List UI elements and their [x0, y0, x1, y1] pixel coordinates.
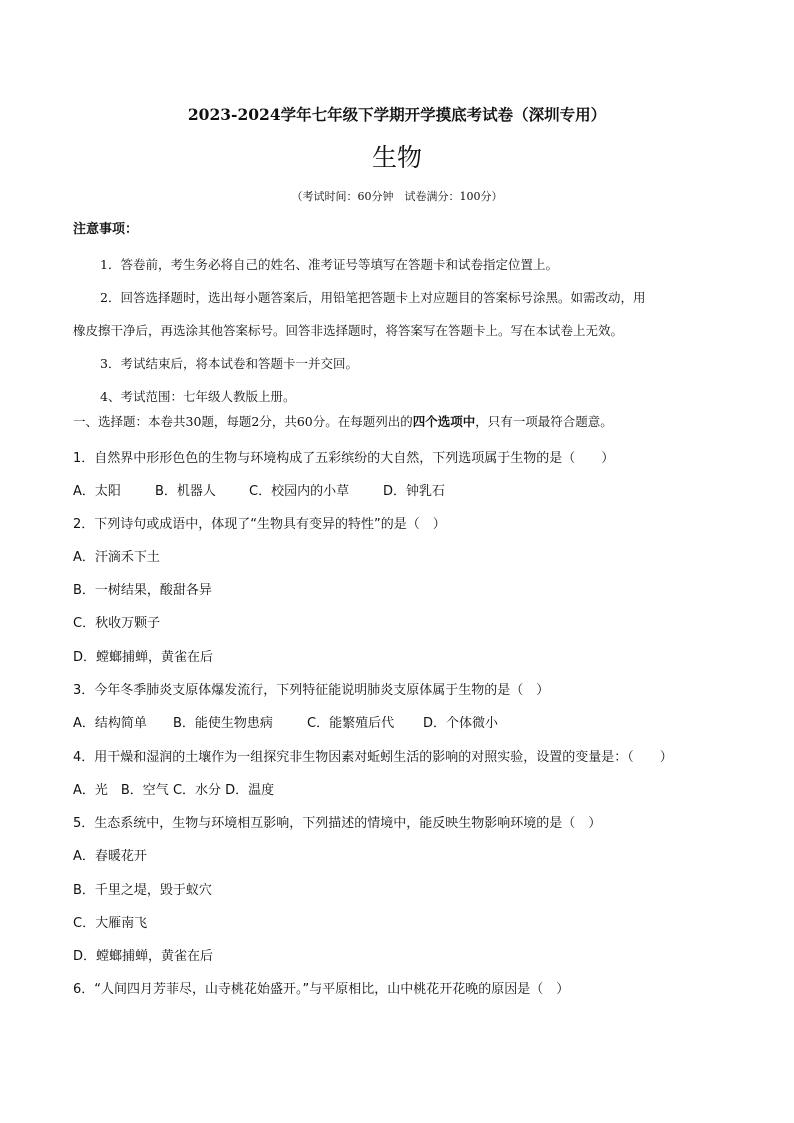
notice-item-2: 2．回答选择题时，选出每小题答案后，用铅笔把答题卡上对应题目的答案标号涂黑。如需改动，用	[100, 290, 646, 305]
question-2-option-d: D．螳螂捕蝉，黄雀在后	[73, 650, 214, 665]
section-heading: 一、选择题：本卷共30题，每题2分，共60分。在每题列出的四个选项中，只有一项最符合题意。	[73, 414, 613, 429]
notice-item-2-cont: 橡皮擦干净后，再选涂其他答案标号。回答非选择题时，将答案写在答题卡上。写在本试卷上无效。	[73, 323, 624, 338]
option-d: D．钟乳石	[383, 484, 446, 499]
option-d: D．个体微小	[423, 716, 499, 731]
question-2-option-a: A．汗滴禾下土	[73, 550, 160, 565]
question-3-stem: 3．今年冬季肺炎支原体爆发流行，下列特征能说明肺炎支原体属于生物的是（ ）	[73, 683, 550, 698]
question-2-option-c: C．秋收万颗子	[73, 616, 161, 631]
notice-item-3: 3．考试结束后，将本试卷和答题卡一并交回。	[100, 356, 358, 371]
exam-title: 2023-2024学年七年级下学期开学摸底考试卷（深圳专用）	[187, 105, 607, 124]
subject-heading: 生物	[371, 143, 422, 172]
question-5-option-d: D．螳螂捕蝉，黄雀在后	[73, 949, 214, 964]
question-1-stem: 1．自然界中形形色色的生物与环境构成了五彩缤纷的大自然，下列选项属于生物的是（ ）	[73, 451, 615, 466]
question-5-stem: 5．生态系统中，生物与环境相互影响，下列描述的情境中，能反映生物影响环境的是（ ）	[73, 816, 602, 831]
exam-meta: （考试时间：60分钟 试卷满分：100分）	[291, 190, 503, 203]
option-c: C．校园内的小草	[249, 484, 350, 499]
option-b: B．能使生物患病	[173, 716, 273, 731]
option-b: B．机器人	[155, 484, 216, 499]
option-c: C．能繁殖后代	[307, 716, 395, 731]
question-3-options	[73, 715, 498, 733]
question-2-option-b: B．一树结果，酸甜各异	[73, 583, 212, 598]
notice-heading: 注意事项：	[73, 222, 139, 237]
question-5-option-a: A．春暖花开	[73, 849, 147, 864]
notice-item-4: 4、考试范围：七年级人教版上册。	[100, 389, 296, 404]
option-a: A．太阳	[73, 484, 121, 499]
question-4-options: A．光 B．空气 C．水分 D．温度	[73, 783, 275, 798]
question-5-option-b: B．千里之堤，毁于蚁穴	[73, 883, 212, 898]
question-6-stem: 6．“人间四月芳菲尽，山寺桃花始盛开。”与平原相比，山中桃花开花晚的原因是（ ）	[73, 982, 570, 997]
question-4-stem: 4．用干燥和湿润的土壤作为一组探究非生物因素对蚯蚓生活的影响的对照实验，设置的变量是：（ ）	[73, 750, 673, 765]
question-1-options	[73, 483, 445, 501]
notice-item-1: 1．答卷前，考生务必将自己的姓名、准考证号等填写在答题卡和试卷指定位置上。	[100, 257, 558, 272]
question-5-option-c: C．大雁南飞	[73, 916, 148, 931]
option-a: A．结构简单	[73, 716, 147, 731]
question-2-stem: 2．下列诗句或成语中，体现了“生物具有变异的特性”的是（ ）	[73, 517, 446, 532]
